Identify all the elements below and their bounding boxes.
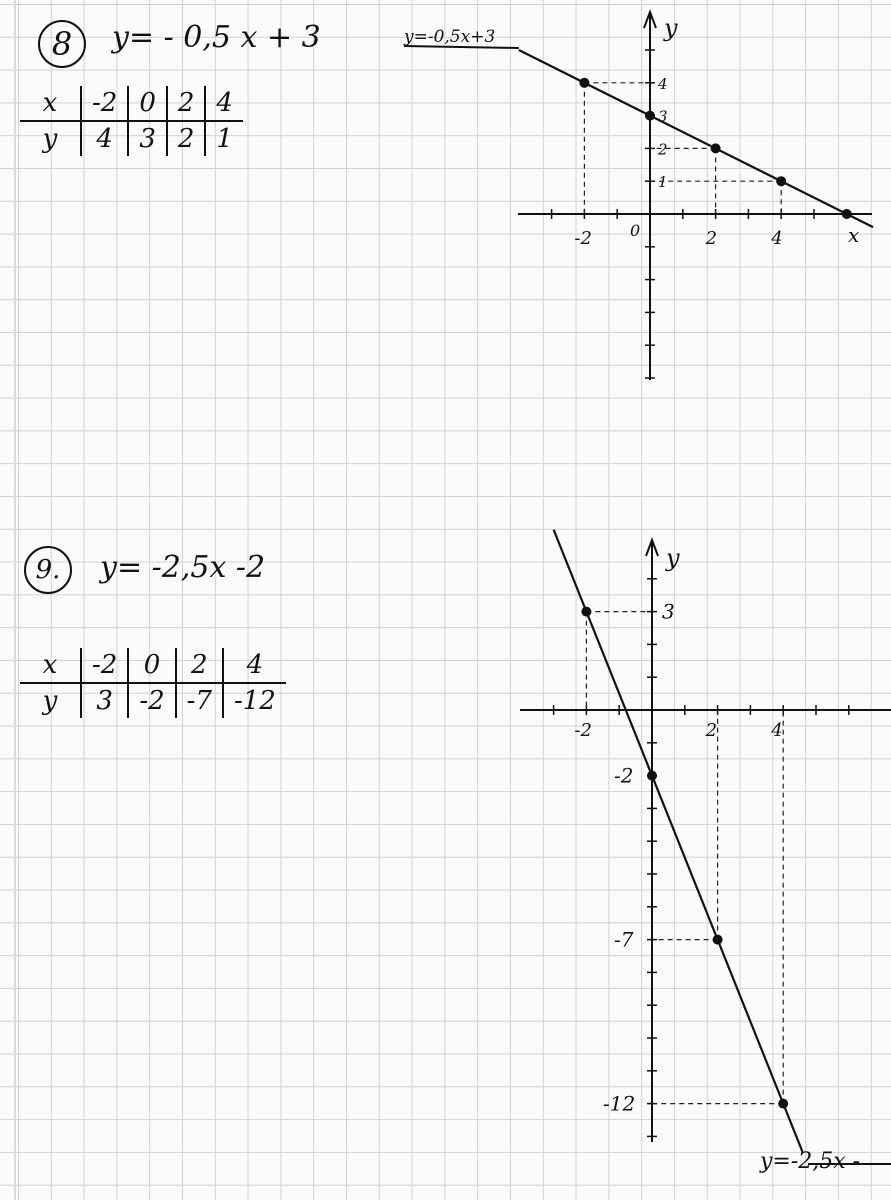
table-8-x-cell: 0	[128, 86, 167, 121]
problem-9-number: 9.	[35, 555, 61, 585]
table-9-x-cell: -2	[81, 648, 128, 683]
line-label: y=-2,5x -	[760, 1149, 861, 1174]
table-9-y-cell: 3	[81, 683, 128, 718]
table-9-x-header: x	[20, 648, 81, 683]
data-point	[713, 935, 723, 945]
table-9-y-header: y	[42, 686, 58, 716]
problem-9-formula: y= -2,5x -2	[100, 550, 266, 585]
origin-label: 0	[630, 221, 641, 240]
y-tick-label: 3	[662, 599, 675, 624]
table-8-x-cell: 4	[205, 86, 243, 121]
y-tick-label: 2	[658, 140, 668, 159]
x-tick-label: 2	[705, 720, 718, 741]
data-point	[581, 607, 591, 617]
table-8-x-cell: 2	[167, 86, 206, 121]
y-tick-label: -12	[603, 1091, 636, 1116]
data-point	[647, 771, 657, 781]
table-9-x-cell: 0	[128, 648, 175, 683]
graph-line	[554, 530, 803, 1153]
table-8-y-header: y	[42, 124, 58, 154]
table-8-x-cell: -2	[81, 86, 128, 121]
y-tick-label: 3	[658, 107, 668, 126]
table-8-y-cell: 4	[81, 121, 128, 156]
table-8-y-cell: 2	[167, 121, 206, 156]
y-tick-label: -7	[614, 927, 634, 952]
x-tick-label: 4	[771, 228, 783, 249]
table-8-y-cell: 1	[205, 121, 243, 156]
x-tick-label: 4	[771, 720, 783, 741]
x-tick-label: 2	[705, 228, 718, 249]
x-tick-label: -2	[574, 720, 592, 741]
y-tick-label: 4	[658, 74, 668, 93]
table-9-y-cell: -12	[223, 683, 286, 718]
y-axis-label: y	[666, 544, 680, 572]
line-label: y=-0,5x+3	[404, 27, 496, 47]
table-9-x-cell: 2	[176, 648, 223, 683]
table-8-x-header: x	[20, 86, 81, 121]
problem-8-formula: y= - 0,5 x + 3	[112, 20, 321, 55]
table-9-y-cell: -7	[176, 683, 223, 718]
y-axis-label: y	[664, 14, 678, 42]
problem-8-number: 8	[51, 25, 73, 63]
x-tick-label: -2	[574, 228, 592, 249]
data-point	[778, 1099, 788, 1109]
y-tick-label: 1	[658, 173, 668, 192]
y-tick-label: -2	[614, 763, 634, 788]
table-9-x-cell: 4	[223, 648, 286, 683]
table-8-y-cell: 3	[128, 121, 167, 156]
table-9-y-cell: -2	[128, 683, 175, 718]
x-axis-label: x	[848, 223, 860, 247]
